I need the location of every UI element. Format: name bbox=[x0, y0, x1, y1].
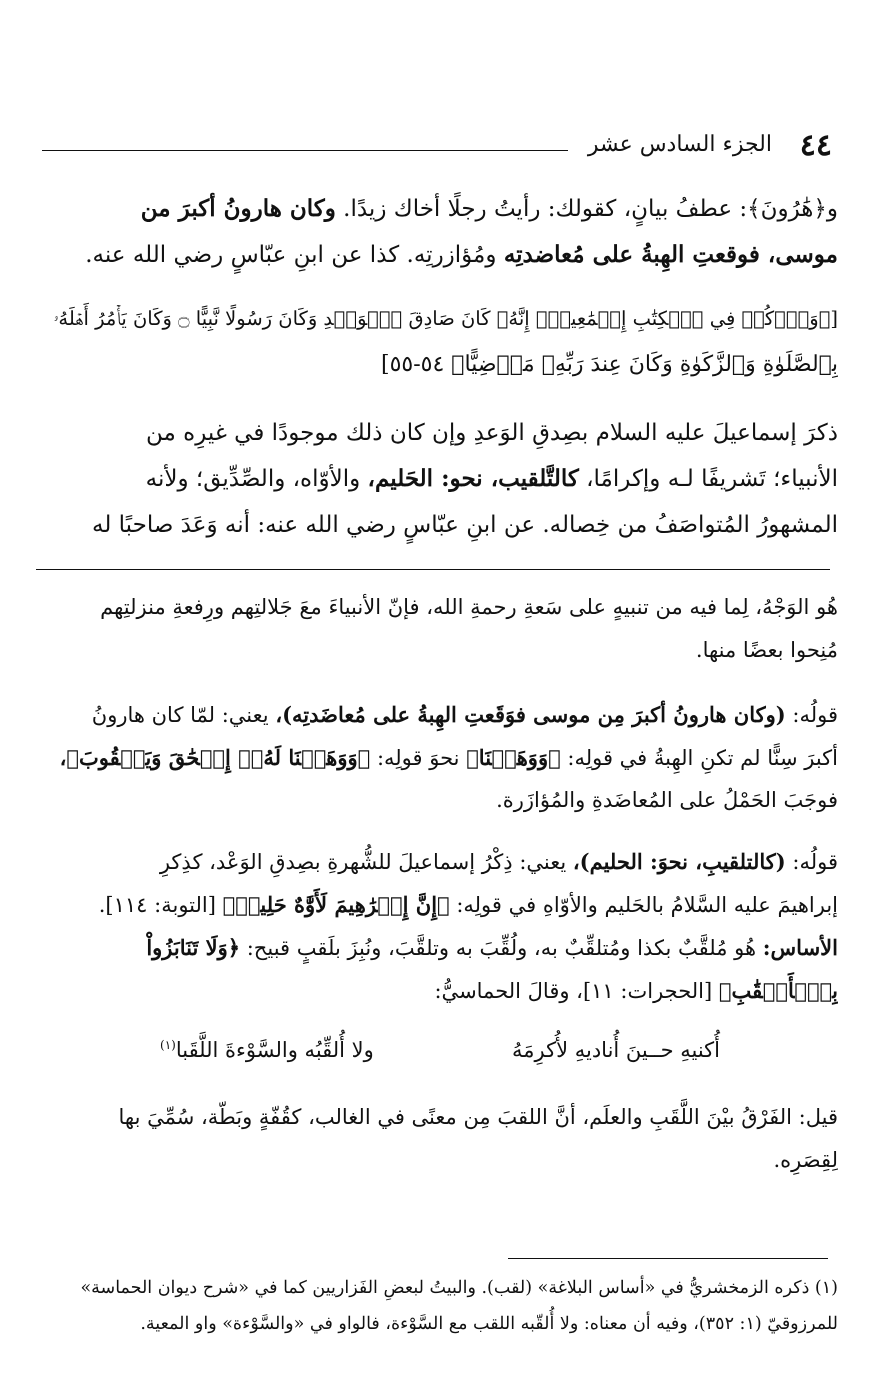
text-run: أكبرَ سِنًّا لم تكنِ الهِبةُ في قولِه: bbox=[567, 746, 838, 770]
quran-run: ﴿وَوَهَبۡنَا﴾ bbox=[466, 745, 561, 770]
quran-run: ﴿وَلَا تَنَابَزُواْ bbox=[146, 935, 241, 960]
bold-run: الأساس: bbox=[762, 935, 838, 960]
commentary-line bbox=[36, 969, 838, 1012]
text-run: و﴿هَٰرُونَ﴾: عطفُ بيانٍ، كقولك: رأيتُ رجلًا أخاك زيدًا. bbox=[343, 196, 838, 222]
bold-run: وكان هارونُ أكبرَ من bbox=[140, 195, 336, 222]
text-run: إبراهيمَ عليه السَّلامُ بالحَليم والأوّاهِ في قولِه: bbox=[456, 893, 838, 917]
commentary-line bbox=[36, 693, 838, 736]
part-title: الجزء السادس عشر bbox=[587, 132, 772, 157]
header-rule bbox=[42, 150, 568, 151]
commentary-line: قيل: الفَرْقُ بيْنَ اللَّقَبِ والعلَم، أنَّ اللقبَ مِن معنًى في الغالب، كقُفّةٍ وبَطّة، سُمِّيَ بها bbox=[118, 1105, 838, 1129]
text-run: يعني: ذِكْرُ إسماعيلَ للشُّهرةِ بصِدقِ الوَعْد، كذِكرِ bbox=[159, 850, 567, 874]
page-header bbox=[36, 128, 836, 172]
commentary-paragraph-3 bbox=[36, 840, 838, 1012]
bold-run: (وكان هارونُ أكبرَ مِن موسى فوَقَعتِ الهِبةُ على مُعاضَدتِه)، bbox=[275, 702, 786, 727]
bold-run: موسى، فوقعتِ الهِبةُ على مُعاضدتِه bbox=[503, 241, 838, 268]
commentary-paragraph-2 bbox=[36, 693, 838, 822]
commentary-line: مُنِحوا بعضًا منها. bbox=[695, 638, 838, 662]
quran-run: بِٱلۡأَلۡقَٰبِ﴾ bbox=[718, 978, 838, 1003]
bold-run: (كالتلقيبِ، نحوَ: الحليم)، bbox=[572, 849, 786, 874]
text-run: نحوَ قولِه: bbox=[376, 746, 460, 770]
verse-hemistich-1: أُكنيهِ حــينَ أُناديهِ لأُكرِمَهُ bbox=[511, 1038, 720, 1062]
commentary-paragraph-4 bbox=[36, 1096, 838, 1182]
commentary-line bbox=[36, 926, 838, 969]
main-line bbox=[36, 456, 838, 502]
quran-line: بِٱلصَّلَوٰةِ وَٱلزَّكَوٰةِ وَكَانَ عِندَ رَبِّهِۦ مَرۡضِيًّا﴾ ٥٤-٥٥] bbox=[380, 352, 838, 377]
main-paragraph-2 bbox=[36, 410, 838, 548]
poetry-verse bbox=[160, 1038, 720, 1082]
page-number: ٤٤ bbox=[799, 128, 832, 163]
footnote bbox=[36, 1270, 838, 1342]
quran-run: ﴿وَوَهَبۡنَا لَهُۥٓ إِسۡحَٰقَ وَيَعۡقُوبَ﴾، bbox=[59, 745, 371, 770]
quran-verses bbox=[36, 296, 838, 388]
commentary-separator bbox=[36, 569, 830, 570]
text-run: ولا أُلقِّبُه والسَّوْءةَ اللَّقَبا bbox=[175, 1038, 374, 1062]
bold-run: كالتَّلقيب، نحو: الحَليم، bbox=[367, 465, 579, 492]
main-paragraph-1 bbox=[36, 186, 838, 278]
text-run: ومُؤازرتِه. كذا عن ابنِ عبّاسٍ رضي الله عنه. bbox=[85, 242, 497, 268]
main-line bbox=[36, 186, 838, 232]
commentary-paragraph-1 bbox=[36, 586, 838, 672]
footnote-separator bbox=[508, 1258, 828, 1259]
footnote-line: للمرزوقيّ (١: ٣٥٢)، وفيه أن معناه: ولا أُلقّبه اللقب مع السَّوْءة، فالواو في «والسَّوْءة» واو المعية. bbox=[140, 1314, 838, 1334]
main-line: المشهورُ المُتواصَفُ من خِصاله. عن ابنِ عبّاسٍ رضي الله عنه: أنه وَعَدَ صاحبًا له bbox=[92, 512, 838, 538]
text-run: قولُه: bbox=[792, 850, 838, 874]
main-line bbox=[36, 232, 838, 278]
text-run: هُو مُلقَّبٌ بكذا ومُتلقِّبٌ به، ولُقِّبَ به وتلقَّبَ، ونُبِزَ بلَقبٍ قبيح: bbox=[246, 936, 757, 960]
text-run: يعني: لمّا كان هارونُ bbox=[91, 703, 269, 727]
quran-line: [﴿وَٱذۡكُرۡ فِي ٱلۡكِتَٰبِ إِسۡمَٰعِيلَۚ إِنَّهُۥ كَانَ صَادِقَ ٱلۡوَعۡدِ وَكَانَ رَسُولًا نَّبِيًّا ۝ وَكَانَ يَأۡمُرُ أَهۡلَهُۥ bbox=[53, 307, 838, 330]
quran-run: ﴿إِنَّ إِبۡرَٰهِيمَ لَأَوَّٰهٌ حَلِيمٞ﴾ bbox=[222, 892, 450, 917]
commentary-line bbox=[36, 883, 838, 926]
text-run: الأنبياء؛ تَشريفًا لـه وإكرامًا، bbox=[586, 466, 838, 492]
footnote-marker: (١) bbox=[160, 1038, 176, 1052]
commentary-line bbox=[36, 840, 838, 883]
verse-hemistich-2 bbox=[160, 1038, 374, 1062]
commentary-line: فوجَبَ الحَمْلُ على المُعاضَدةِ والمُؤازَرة. bbox=[496, 788, 838, 812]
text-run: [الحجرات: ١١]، وقالَ الحماسيُّ: bbox=[434, 979, 713, 1003]
commentary-line bbox=[36, 736, 838, 779]
commentary-line: هُو الوَجْهُ، لِما فيه من تنبيهٍ على سَعةِ رحمةِ الله، فإنّ الأنبياءَ معَ جَلالتِهم ورِفعةِ منزلتِهم bbox=[100, 595, 838, 619]
text-run: والأوّاه، والصِّدِّيق؛ ولأنه bbox=[145, 466, 361, 492]
text-run: قولُه: bbox=[792, 703, 838, 727]
text-run: [التوبة: ١١٤]. bbox=[98, 893, 216, 917]
footnote-line: (١) ذكره الزمخشريُّ في «أساس البلاغة» (لقب). والبيتُ لبعضِ الفَزاريين كما في «شرح ديوان الحماسة» bbox=[80, 1278, 838, 1298]
main-line: ذكرَ إسماعيلَ عليه السلام بصِدقِ الوَعدِ وإن كان ذلك موجودًا في غيرِه من bbox=[146, 420, 838, 446]
commentary-line: لِقِصَرِه. bbox=[773, 1148, 838, 1172]
